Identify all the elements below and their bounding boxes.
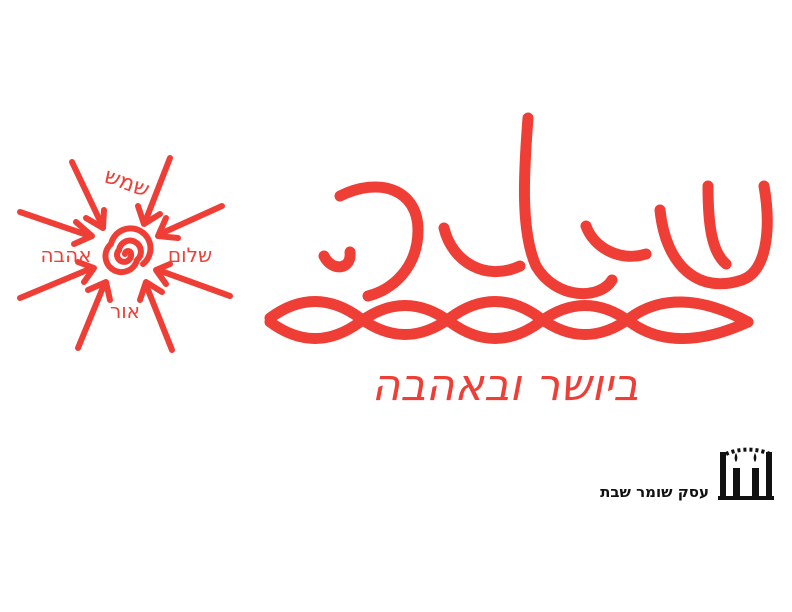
emblem-word-ahava: אהבה [40, 243, 92, 267]
spiral-icon [105, 228, 150, 272]
arrow-icon [156, 264, 230, 296]
arrow-icon [78, 282, 110, 348]
arrow-icon [158, 206, 222, 238]
shabbat-note: עסק שומר שבת [600, 483, 709, 501]
arrow-icon [140, 282, 172, 350]
arrow-icon [20, 212, 92, 244]
brand-wordmark-strokes [270, 118, 767, 339]
arrow-icon [20, 262, 94, 298]
emblem-word-shemesh: שמש [100, 163, 153, 203]
emblem-word-shalom: שלום [167, 243, 213, 267]
brand-tagline: ביושר ובאהבה [371, 360, 639, 411]
emblem-word-or: אור [109, 299, 141, 323]
shabbat-candles-icon [718, 450, 774, 500]
arrow-icon [72, 162, 104, 228]
